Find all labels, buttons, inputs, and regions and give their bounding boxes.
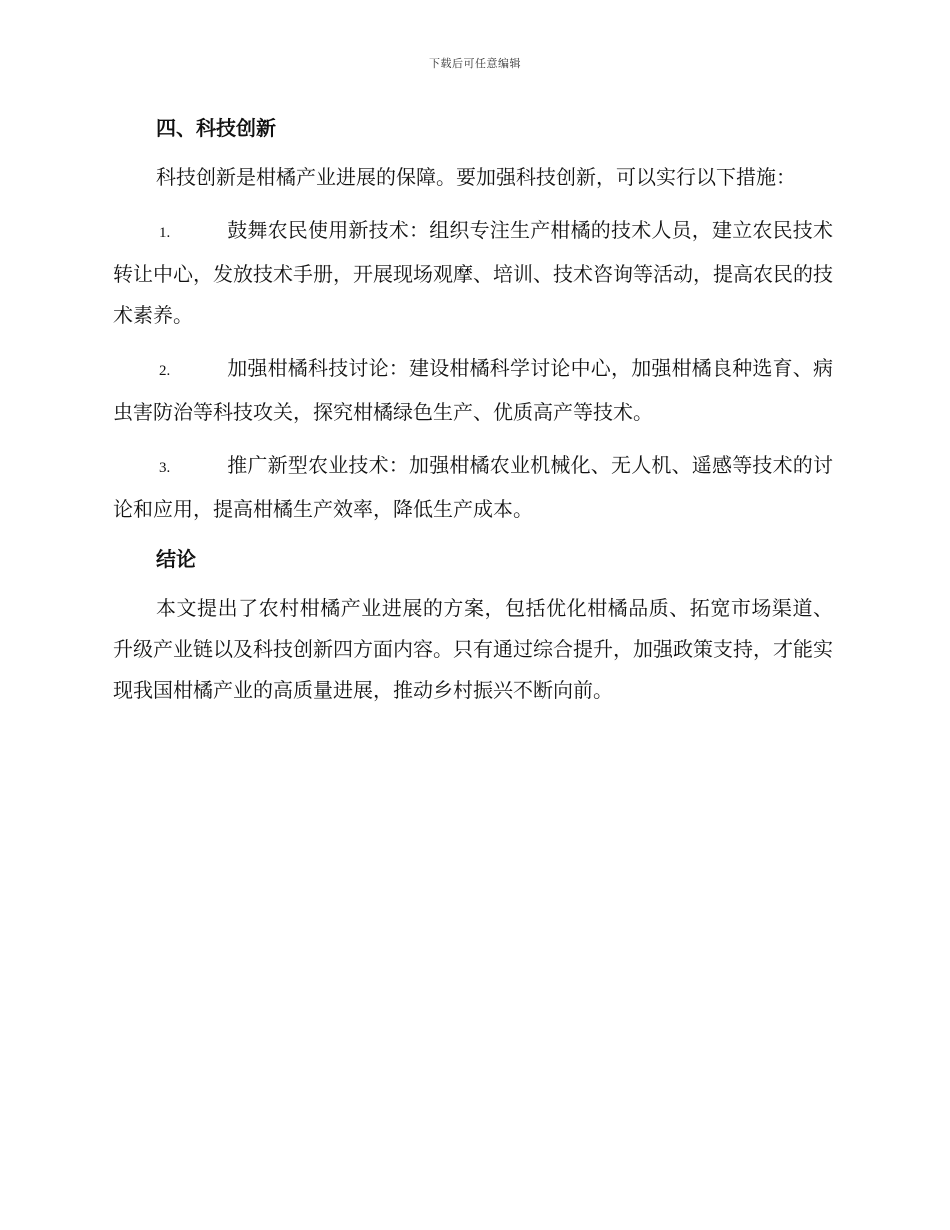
section-heading-tech-innovation: 四、科技创新 xyxy=(156,116,276,140)
list-number: 1. xyxy=(159,225,171,241)
list-item-1 xyxy=(113,210,833,336)
list-item-text: 鼓舞农民使用新技术：组织专注生产柑橘的技术人员，建立农民技术转让中心，发放技术手册，开展现场观摩、培训、技术咨询等活动，提高农民的技术素养。 xyxy=(113,218,833,327)
list-item-2 xyxy=(113,348,833,433)
list-number: 3. xyxy=(159,460,171,476)
conclusion-paragraph: 本文提出了农村柑橘产业进展的方案，包括优化柑橘品质、拓宽市场渠道、升级产业链以及科技创新四方面内容。只有通过综合提升，加强政策支持，才能实现我国柑橘产业的高质量进展，推动乡村振兴不断向前。 xyxy=(113,596,833,702)
document-body xyxy=(113,108,833,711)
list-item-text: 推广新型农业技术：加强柑橘农业机械化、无人机、遥感等技术的讨论和应用，提高柑橘生产效率，降低生产成本。 xyxy=(113,453,833,521)
section-heading-conclusion: 结论 xyxy=(156,547,196,571)
page-header-note: 下载后可任意编辑 xyxy=(429,57,521,70)
section-intro-paragraph: 科技创新是柑橘产业进展的保障。要加强科技创新，可以实行以下措施： xyxy=(156,165,796,189)
list-item-text: 加强柑橘科技讨论：建设柑橘科学讨论中心，加强柑橘良种选育、病虫害防治等科技攻关，探究柑橘绿色生产、优质高产等技术。 xyxy=(113,356,833,424)
list-item-3 xyxy=(113,445,833,530)
list-number: 2. xyxy=(159,363,171,379)
